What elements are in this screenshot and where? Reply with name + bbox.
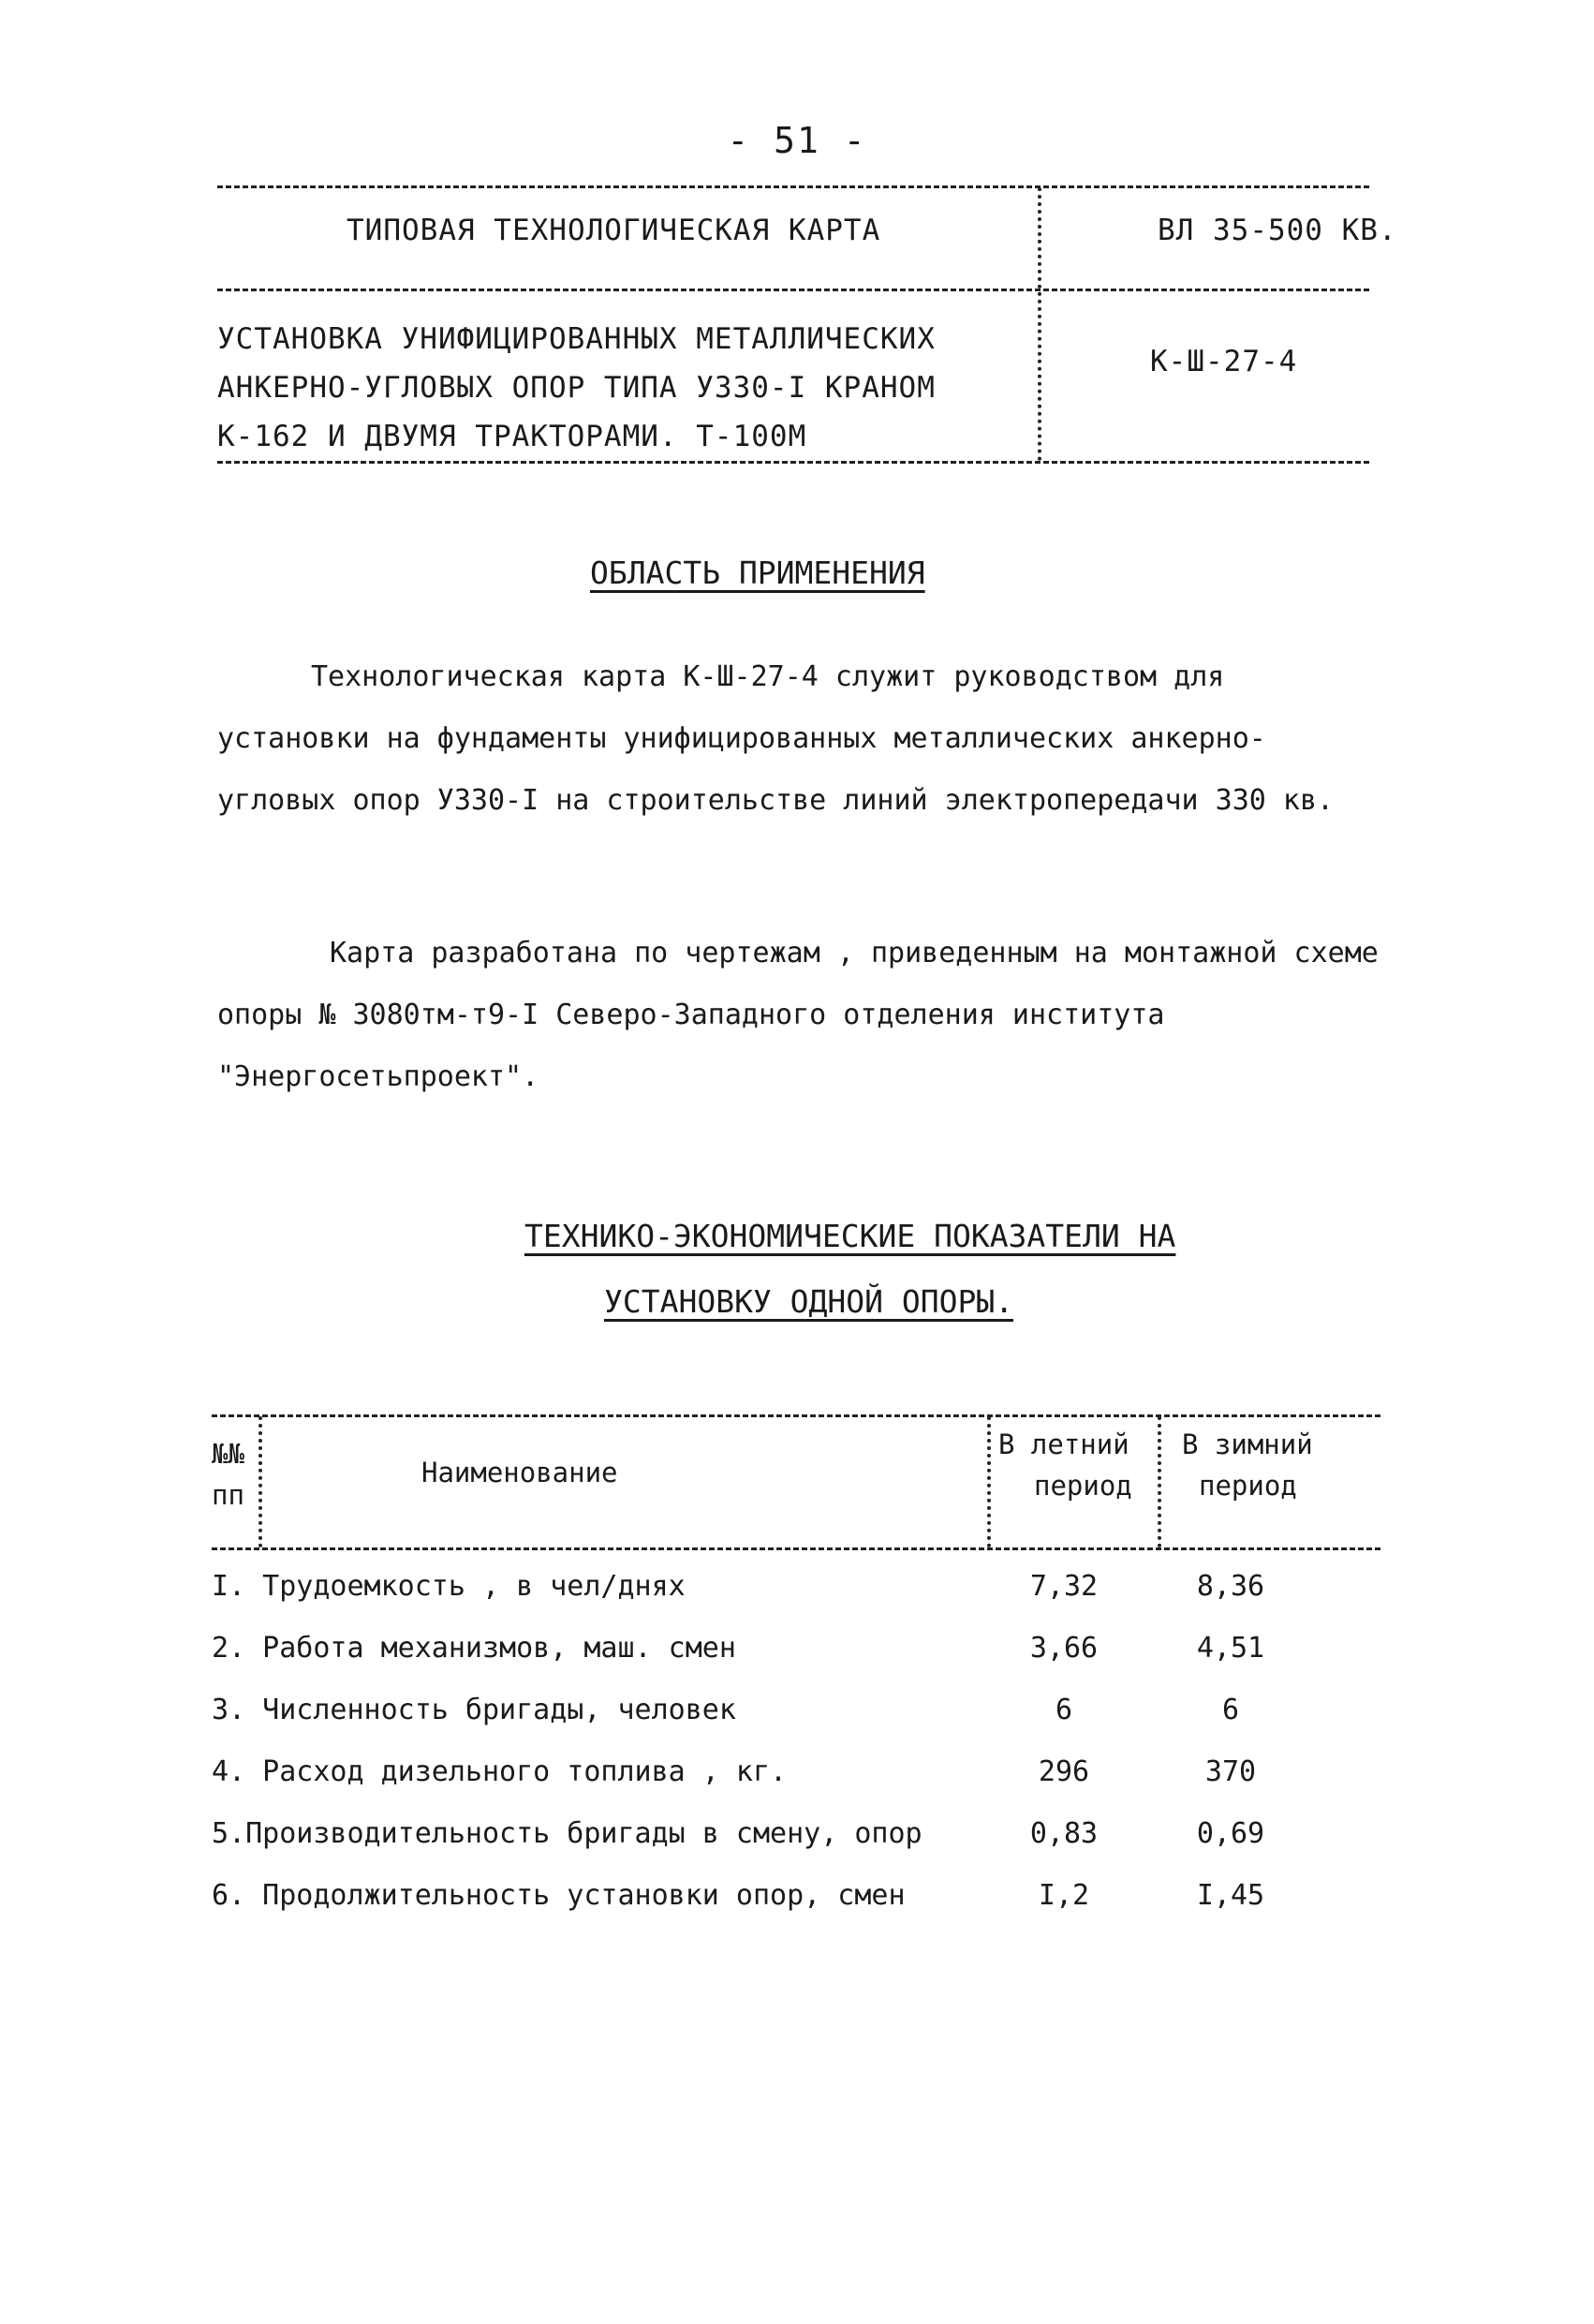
row-winter-value: 4,51 xyxy=(1196,1632,1265,1665)
col-header-name: Наименование xyxy=(421,1457,618,1488)
col-header-number xyxy=(212,1433,244,1516)
document-subject xyxy=(217,315,936,461)
table-header-rule xyxy=(212,1547,1380,1550)
card-code: К-Ш-27-4 xyxy=(1150,345,1298,378)
col-header-number-line-1: №№ xyxy=(212,1438,244,1470)
col-header-winter-line-2: период xyxy=(1199,1470,1297,1502)
table-row xyxy=(212,1632,1380,1688)
row-name: I. Трудоемкость , в чел/днях xyxy=(212,1570,686,1603)
row-summer-value: 296 xyxy=(1038,1755,1090,1788)
subject-line-3: К-162 И ДВУМЯ ТРАКТОРАМИ. Т-100М xyxy=(217,420,807,453)
row-winter-value: I,45 xyxy=(1196,1879,1265,1912)
indicators-title-line-2: УСТАНОВКУ ОДНОЙ ОПОРЫ. xyxy=(604,1283,1014,1320)
row-summer-value: 6 xyxy=(1055,1694,1073,1726)
row-name: 3. Численность бригады, человек xyxy=(212,1694,736,1726)
header-top-rule xyxy=(217,185,1369,188)
row-summer-value: 7,32 xyxy=(1029,1570,1099,1603)
row-winter-value: 370 xyxy=(1204,1755,1257,1788)
subject-line-1: УСТАНОВКА УНИФИЦИРОВАННЫХ МЕТАЛЛИЧЕСКИХ xyxy=(217,322,936,356)
table-row xyxy=(212,1755,1380,1812)
table-row xyxy=(212,1879,1380,1935)
header-column-separator xyxy=(1038,187,1041,461)
subject-line-2: АНКЕРНО-УГЛОВЫХ ОПОР ТИПА У330-I КРАНОМ xyxy=(217,371,936,405)
header-bottom-rule xyxy=(217,461,1369,464)
header-middle-rule xyxy=(217,289,1369,291)
row-name: 5.Производительность бригады в смену, опор xyxy=(212,1817,922,1850)
row-summer-value: 3,66 xyxy=(1029,1632,1099,1665)
col-header-summer-line-2: период xyxy=(1034,1470,1132,1502)
table-row xyxy=(212,1570,1380,1626)
col-header-summer-line-1: В летний xyxy=(998,1428,1129,1460)
col-header-winter-line-1: В зимний xyxy=(1182,1428,1313,1460)
page-number: - 51 - xyxy=(727,120,867,161)
row-name: 2. Работа механизмов, маш. смен xyxy=(212,1632,736,1665)
row-winter-value: 6 xyxy=(1221,1694,1240,1726)
document-type-title: ТИПОВАЯ ТЕХНОЛОГИЧЕСКАЯ КАРТА xyxy=(347,214,881,247)
application-paragraph-1: Технологическая карта К-Ш-27-4 служит руководством для установки на фундаменты унифицированных металлических анкерно-угловых опор У330-I на строительстве линий электропередачи 330 кв. xyxy=(217,660,1335,817)
application-paragraph-2: Карта разработана по чертежам , приведенным на монтажной схеме опоры № 3080тм-т9-I Северо-Западного отделения института "Энергосетьпроект". xyxy=(217,937,1379,1093)
row-name: 4. Расход дизельного топлива , кг. xyxy=(212,1755,788,1788)
col-header-number-line-2: пп xyxy=(212,1479,244,1511)
application-section-title: ОБЛАСТЬ ПРИМЕНЕНИЯ xyxy=(590,555,925,591)
col-header-winter xyxy=(1182,1424,1313,1506)
table-col-separator-2 xyxy=(987,1416,991,1547)
table-col-separator-3 xyxy=(1158,1416,1161,1547)
row-winter-value: 0,69 xyxy=(1196,1817,1265,1850)
table-col-separator-1 xyxy=(258,1416,262,1547)
indicators-title-line-1: ТЕХНИКО-ЭКОНОМИЧЕСКИЕ ПОКАЗАТЕЛИ НА xyxy=(524,1218,1176,1254)
row-summer-value: I,2 xyxy=(1038,1879,1090,1912)
voltage-range: ВЛ 35-500 КВ. xyxy=(1158,214,1397,247)
row-name: 6. Продолжительность установки опор, смен xyxy=(212,1879,906,1912)
table-row xyxy=(212,1817,1380,1873)
row-winter-value: 8,36 xyxy=(1196,1570,1265,1603)
row-summer-value: 0,83 xyxy=(1029,1817,1099,1850)
table-row xyxy=(212,1694,1380,1750)
table-top-rule xyxy=(212,1414,1380,1417)
col-header-summer xyxy=(998,1424,1132,1506)
